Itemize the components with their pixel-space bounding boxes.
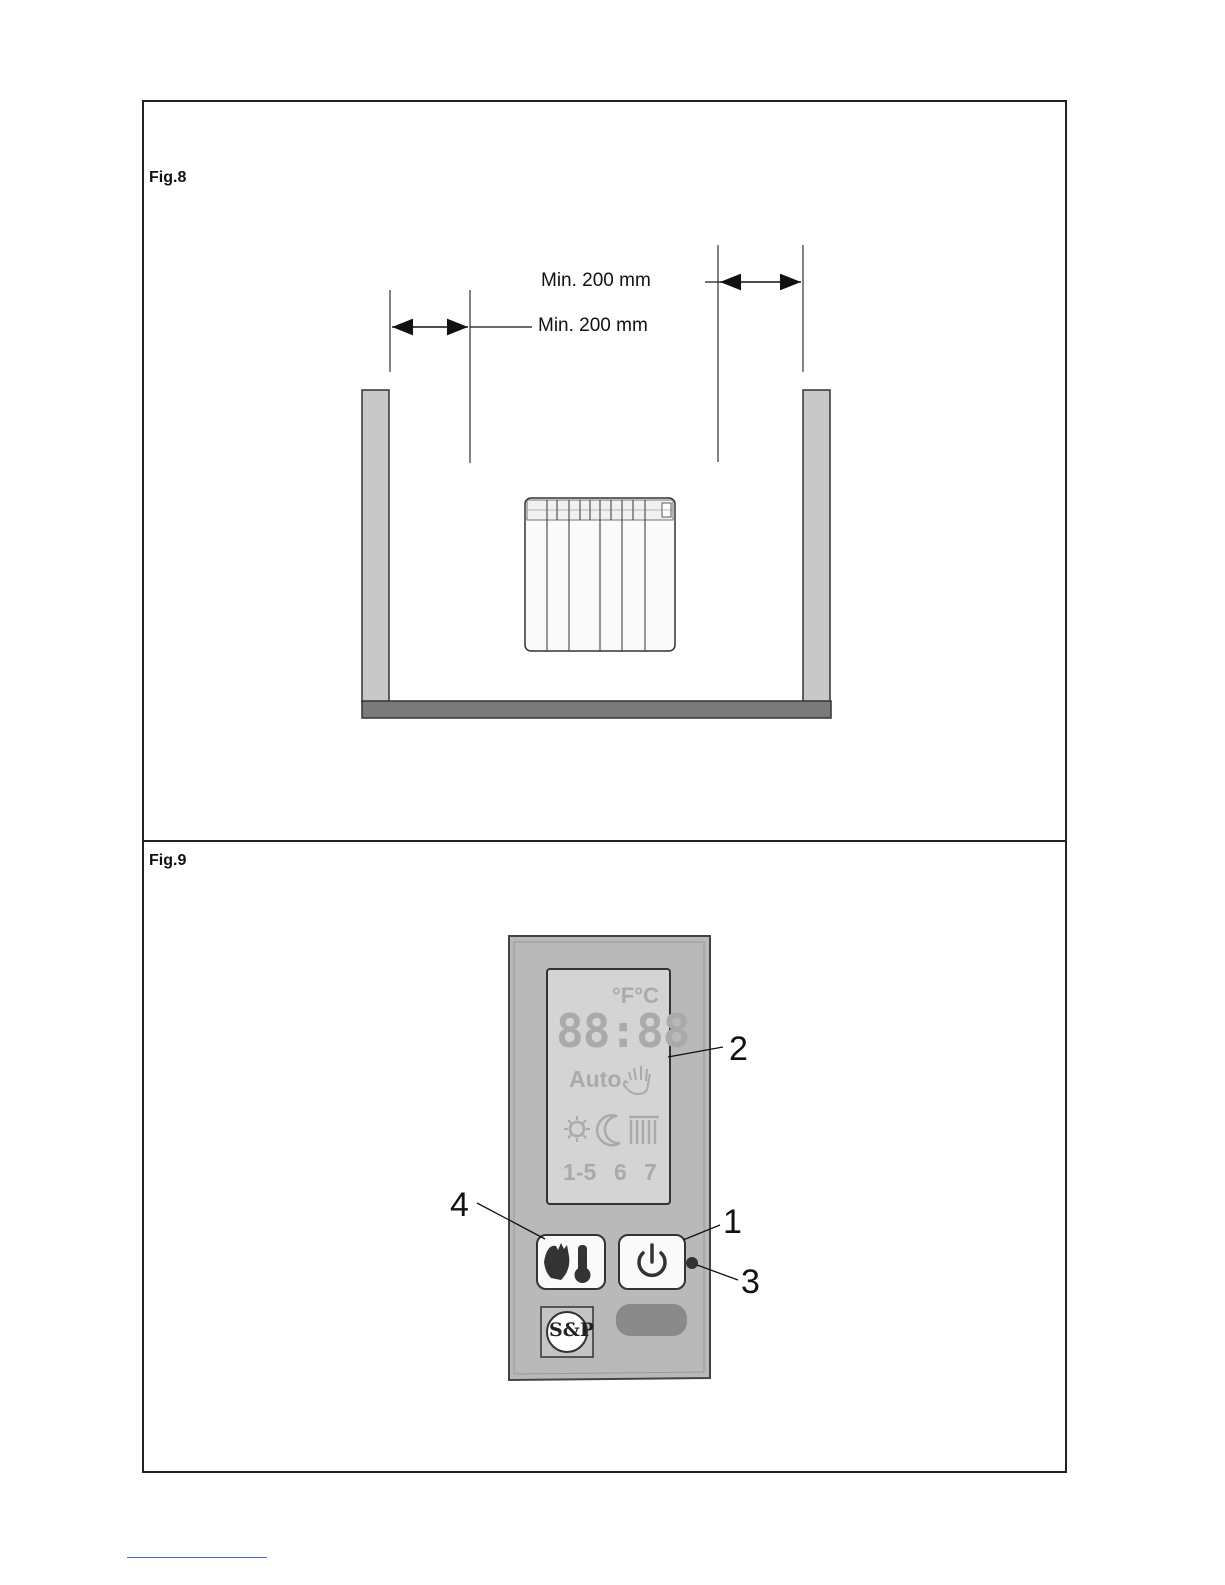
callout-2: 2	[729, 1030, 748, 1068]
callout-4: 4	[450, 1186, 469, 1224]
logo-text: S&P	[549, 1319, 595, 1341]
dimension-label-left: Min. 200 mm	[538, 315, 648, 336]
lcd-units: °F°C	[612, 983, 659, 1008]
lcd-mode-auto: Auto	[569, 1066, 622, 1092]
lcd-day-7: 7	[644, 1159, 657, 1185]
lcd-digits: 88:88	[556, 1004, 690, 1058]
callout-1: 1	[723, 1203, 742, 1241]
lcd-day-6: 6	[614, 1159, 627, 1185]
footer-link-underline	[127, 1557, 267, 1558]
fig9-label: Fig.9	[149, 852, 187, 869]
dimension-label-top: Min. 200 mm	[541, 270, 651, 291]
sensor-window	[616, 1304, 687, 1336]
fig8-label: Fig.8	[149, 169, 187, 186]
lcd-day-1-5: 1-5	[563, 1159, 597, 1185]
callout-3: 3	[741, 1263, 760, 1301]
led-indicator-icon	[686, 1257, 698, 1269]
